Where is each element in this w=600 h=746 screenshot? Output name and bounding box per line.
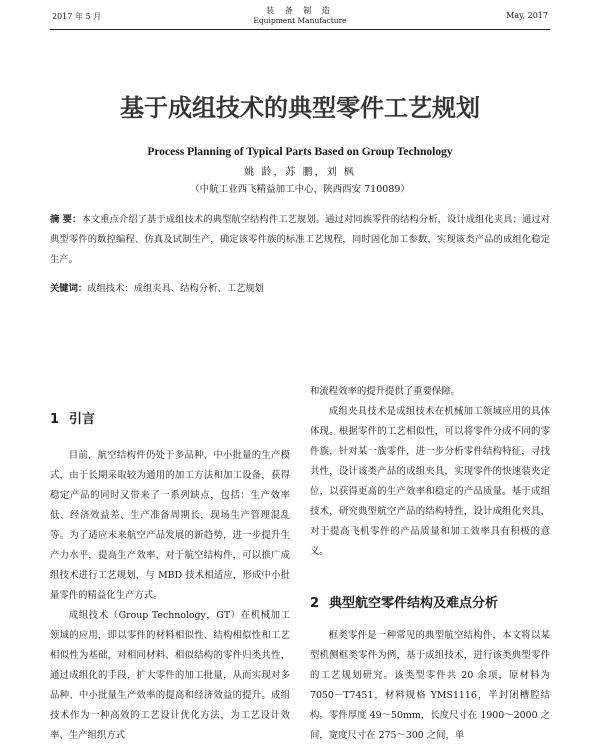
abstract <box>50 210 550 270</box>
right-column <box>310 382 550 562</box>
header-date-en: May, 2017 <box>506 11 548 20</box>
right-column-section-2 <box>310 626 550 746</box>
header-date: 2017 年 5 月 <box>52 12 102 21</box>
section-title: 典型航空零件结构及难点分析 <box>329 596 499 611</box>
paragraph: 成组夹具技术是成组技术在机械加工领域应用的具体体现。根据零件的工艺相似性，可以将零件分成不同的零件族，针对某一族零件，进一步分析零件结构特征，寻找共性，设计该类产品的成组夹具，实现零件的快速装夹定位，以获得更高的生产效率和稳定的产品质量。基于成组技术，研究典型航空产品的结构特性，设计成组化夹具，对于提高飞机零件的产品质量和加工效率具有积极的意义。 <box>310 406 550 557</box>
abstract-text: 本文重点介绍了基于成组技术的典型航空结构件工艺规划。通过对同族零件的结构分析，设计成组化夹具；通过对典型零件的数控编程、仿真及试制生产，确定该零件族的标准工艺规程，同时固化加工参数，实现该类产品的成组化稳定生产。 <box>50 214 550 265</box>
section-heading-1 <box>50 408 95 427</box>
header-rule <box>50 29 550 30</box>
left-column <box>50 446 290 746</box>
abstract-label: 摘 要： <box>50 214 82 225</box>
paper-title: 基于成组技术的典型零件工艺规划 <box>120 94 480 122</box>
journal-name-en: Equipment Manufacture <box>253 16 347 25</box>
keywords-text: 成组技术；成组夹具、结构分析、工艺规划 <box>87 283 264 294</box>
section-number: 1 <box>50 412 60 427</box>
section-number: 2 <box>310 596 320 611</box>
authors: 姚 龄，苏 鹏，刘 枫 <box>244 167 356 178</box>
keywords-label: 关键词： <box>50 283 88 294</box>
paragraph-continued: 和流程效率的提升提供了重要保障。 <box>310 386 461 397</box>
section-heading-2 <box>310 592 498 611</box>
paragraph: 框类零件是一种常见的典型航空结构件，本文将以某型机侧框类零件为例，基于成组技术，进行该类典型零件的工艺规划研究。该类型零件共 20 余项，原材料为 7050－T7451，材料规格 YMS1116，半封闭槽腔结构。零件厚度 49～50mm，长度尺寸在 1900～2000 之间，宽度尺寸在 275～300 之间，单 <box>310 630 550 741</box>
affiliation: （中航工业西飞精益加工中心，陕西西安 710089） <box>190 184 410 195</box>
paper-title-english: Process Planning of Typical Parts Based on Group Technology <box>147 146 453 158</box>
section-title: 引言 <box>69 412 96 427</box>
journal-name-cn: 装 备 制 造 <box>266 6 334 15</box>
paragraph: 目前，航空结构件仍处于多品种、中小批量的生产模式，由于长期采取较为通用的加工方法和加工设备，获得稳定产品的同时又带来了一系列缺点，包括：生产效率低、经济效益差、生产准备周期长，现场生产管理混乱等。为了适应未来航空产品发展的新趋势，进一步提升生产力水平，提高生产效率，对于航空结构件，可以推广成组技术进行工艺规划，与 MBD 技术相适应，形成中小批量零件的精益化生产方式。 <box>50 450 290 601</box>
keywords <box>50 280 550 294</box>
paragraph: 成组技术（Group Technology，GT）在机械加工领域的应用，即以零件的材料相似性、结构相似性和工艺相似性为基础，对相同材料、相似结构的零件归类共性，通过成组化的手段，扩大零件的加工批量，从而实现对多品种、中小批量生产效率的提高和经济效益的提升。成组技术作为一种高效的工艺设计优化方法，为工艺设计效率、生产组织方式 <box>50 610 290 741</box>
